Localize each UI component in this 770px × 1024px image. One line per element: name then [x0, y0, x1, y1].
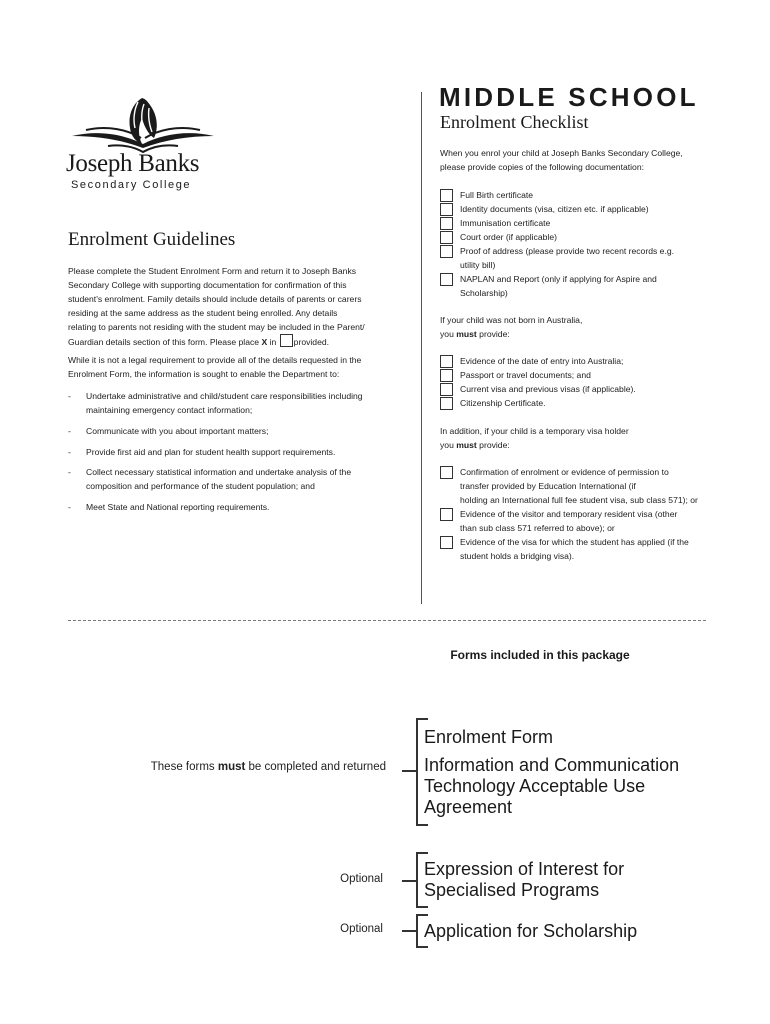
- checkbox-birth-certificate[interactable]: [440, 189, 453, 202]
- checkbox-visitor-visa[interactable]: [440, 508, 453, 521]
- intro-line-last: [68, 334, 398, 349]
- legal-note: [68, 353, 398, 381]
- optional-bracket: [400, 852, 420, 908]
- section-divider: [68, 620, 706, 621]
- bullet-dash: -: [68, 426, 71, 436]
- intro-after: provided.: [293, 337, 330, 347]
- must-emphasis: must: [217, 761, 246, 773]
- checklist-line: Citizenship Certificate.: [460, 398, 546, 408]
- legal-line: While it is not a legal requirement to provide all of the details requested in the: [68, 355, 362, 365]
- optional-label: Optional: [340, 873, 383, 885]
- checklist-line: NAPLAN and Report (only if applying for Aspire and: [460, 274, 657, 284]
- intro-line: When you enrol your child at Joseph Banks Secondary College,: [440, 148, 683, 158]
- intro-line: relating to parents not residing with the student may be included in the Parent/: [68, 322, 365, 332]
- form-enrolment[interactable]: Enrolment Form: [424, 727, 554, 747]
- example-box: [280, 334, 293, 347]
- required-bracket: [400, 718, 420, 826]
- bullet-line: Undertake administrative and child/student care responsibilities including: [86, 391, 363, 401]
- checklist-line: Passport or travel documents; and: [460, 370, 591, 380]
- bullet-dash: -: [68, 502, 71, 512]
- school-subtitle: Secondary College: [71, 179, 192, 191]
- temp-visa-line: In addition, if your child is a temporary visa holder: [440, 426, 629, 436]
- not-born-intro: [440, 313, 730, 341]
- intro-before: Guardian details section of this form. Please place: [68, 337, 262, 347]
- temp-visa-checklist: [440, 465, 730, 565]
- optional-forms-list: [424, 859, 744, 901]
- bullet-line: Provide first aid and plan for student health support requirements.: [86, 447, 336, 457]
- checkbox-court-order[interactable]: [440, 231, 453, 244]
- required-forms-label: [80, 761, 386, 773]
- legal-line: Enrolment Form, the information is sought to enable the Department to:: [68, 369, 340, 379]
- checklist-line: Immunisation certificate: [460, 218, 551, 228]
- text: These forms: [150, 761, 218, 773]
- guidelines-intro: [68, 264, 398, 349]
- open-book-hand-icon: [68, 92, 218, 154]
- checklist-line: holding an International full fee student visa, sub class 571); or: [460, 495, 698, 505]
- checklist-intro: [440, 146, 730, 174]
- intro-line: Please complete the Student Enrolment Form and return it to Joseph Banks: [68, 266, 357, 276]
- form-ict-agreement-line[interactable]: Technology Acceptable Use: [424, 776, 646, 796]
- checklist-line: Current visa and previous visas (if applicable).: [460, 384, 636, 394]
- bullet-line: composition and performance of the student population; and: [86, 481, 315, 491]
- checkbox-confirmation-of-enrolment[interactable]: [440, 466, 453, 479]
- checkbox-current-visa[interactable]: [440, 383, 453, 396]
- optional-forms-list: [424, 921, 744, 942]
- text: be completed and returned: [245, 761, 386, 773]
- bullet-dash: -: [68, 447, 71, 457]
- bullet-line: Communicate with you about important matters;: [86, 426, 269, 436]
- optional-label: Optional: [340, 923, 383, 935]
- checklist-line: Evidence of the date of entry into Australia;: [460, 356, 624, 366]
- checkbox-date-of-entry[interactable]: [440, 355, 453, 368]
- text: provide:: [476, 329, 510, 339]
- bullet-line: Meet State and National reporting requirements.: [86, 502, 270, 512]
- column-divider: [421, 92, 422, 604]
- intro-line: Secondary College with supporting documentation for confirmation of this: [68, 280, 347, 290]
- must-emphasis: must: [456, 440, 477, 450]
- text: you: [440, 440, 457, 450]
- checkbox-passport[interactable]: [440, 369, 453, 382]
- checklist-line: Proof of address (please provide two recent records e.g.: [460, 246, 675, 256]
- not-born-line: If your child was not born in Australia,: [440, 315, 583, 325]
- checklist-line: Identity documents (visa, citizen etc. if applicable): [460, 204, 649, 214]
- not-born-checklist: [440, 354, 730, 412]
- optional-bracket: [400, 914, 420, 948]
- guidelines-heading: Enrolment Guidelines: [68, 229, 236, 250]
- text: provide:: [476, 440, 510, 450]
- checklist-title: MIDDLE SCHOOL: [439, 82, 699, 112]
- checklist-line: Full Birth certificate: [460, 190, 534, 200]
- checkbox-bridging-visa[interactable]: [440, 536, 453, 549]
- form-scholarship[interactable]: Application for Scholarship: [424, 921, 638, 941]
- bullet-dash: -: [68, 391, 71, 401]
- required-forms-list: [424, 727, 744, 818]
- checklist-line: utility bill): [460, 260, 496, 270]
- intro-line: please provide copies of the following documentation:: [440, 162, 644, 172]
- checklist-line: Confirmation of enrolment or evidence of permission to: [460, 467, 669, 477]
- checklist-line: Scholarship): [460, 288, 508, 298]
- text: you: [440, 329, 457, 339]
- checklist-line: than sub class 571 referred to above); or: [460, 523, 615, 533]
- checklist-line: student holds a bridging visa).: [460, 551, 575, 561]
- checklist-line: Evidence of the visa for which the student has applied (if the: [460, 537, 689, 547]
- temp-visa-line: [440, 438, 730, 452]
- temp-visa-intro: [440, 424, 730, 452]
- form-expression-of-interest-line[interactable]: Expression of Interest for: [424, 859, 625, 879]
- not-born-line: [440, 327, 730, 341]
- checkbox-immunisation[interactable]: [440, 217, 453, 230]
- bullet-line: Collect necessary statistical information and undertake analysis of the: [86, 467, 352, 477]
- checklist-line: Evidence of the visitor and temporary resident visa (other: [460, 509, 678, 519]
- checkbox-naplan-report[interactable]: [440, 273, 453, 286]
- form-ict-agreement-line[interactable]: Agreement: [424, 797, 513, 817]
- checkbox-citizenship-certificate[interactable]: [440, 397, 453, 410]
- bullet-dash: -: [68, 467, 71, 477]
- must-emphasis: must: [456, 329, 477, 339]
- checklist-subtitle: Enrolment Checklist: [440, 112, 589, 132]
- intro-line: residing at the same address as the student being enrolled. Any details: [68, 308, 338, 318]
- bullet-line: maintaining emergency contact information;: [86, 405, 253, 415]
- intro-middle: in: [267, 337, 279, 347]
- checkbox-proof-of-address[interactable]: [440, 245, 453, 258]
- checklist-line: transfer provided by Education International (if: [460, 481, 636, 491]
- form-ict-agreement-line[interactable]: Information and Communication: [424, 755, 680, 775]
- school-name: Joseph Banks: [66, 150, 200, 177]
- form-expression-of-interest-line[interactable]: Specialised Programs: [424, 880, 600, 900]
- intro-line: student's enrolment. Family details should include details of parents or carers: [68, 294, 362, 304]
- checklist-line: Court order (if applicable): [460, 232, 557, 242]
- documents-checklist: [440, 188, 730, 304]
- forms-heading: Forms included in this package: [450, 648, 630, 662]
- x-mark: X: [261, 337, 268, 347]
- checkbox-identity-documents[interactable]: [440, 203, 453, 216]
